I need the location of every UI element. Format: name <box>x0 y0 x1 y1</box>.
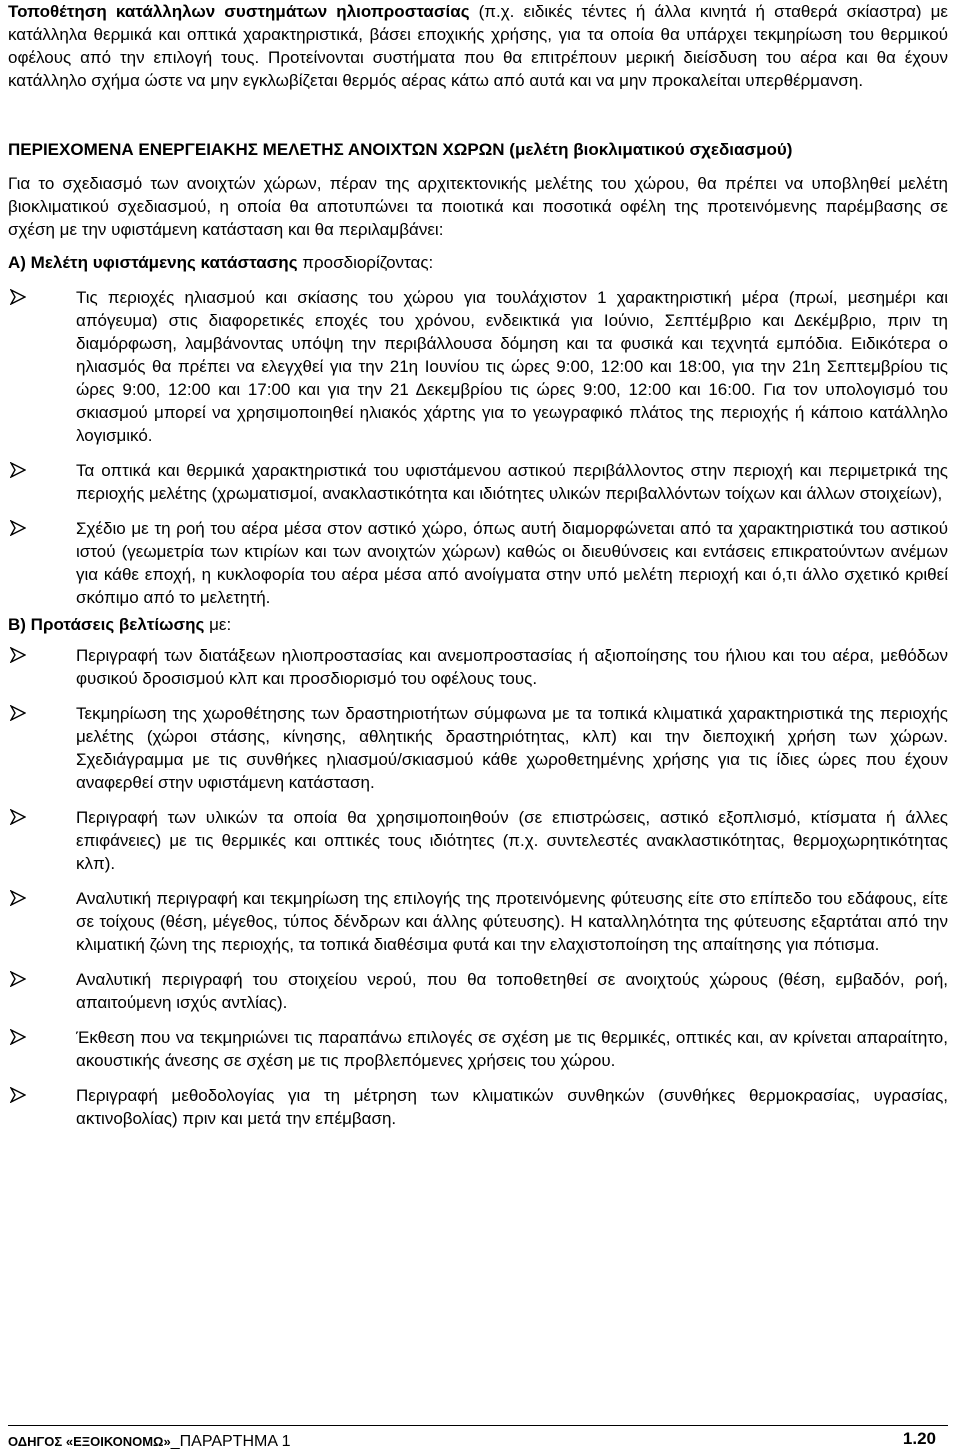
footer-guide-name: ΟΔΗΓΟΣ «ΕΞΟΙΚΟΝΟΜΩ» <box>8 1434 171 1449</box>
arrowhead-bullet-icon <box>10 647 26 663</box>
footer-appendix: _ΠΑΡΑΡΤΗΜΑ 1 <box>170 1433 291 1450</box>
list-item-text: Αναλυτική περιγραφή του στοιχείου νερού, που θα τοποθετηθεί σε ανοιχτούς χώρους (θέση, εμβαδόν, ροή, απαιτούμενη ισχύς αντλίας). <box>76 970 948 1012</box>
arrowhead-bullet-icon <box>10 809 26 825</box>
list-item <box>8 806 948 875</box>
list-item-text: Τις περιοχές ηλιασμού και σκίασης του χώρου για τουλάχιστον 1 χαρακτηριστική μέρα (πρωί, μεσημέρι και απόγευμα) στις διαφορετικές εποχές του χρόνου, ενδεικτικά για Ιούνιο, Σεπτέμβριο και Δεκέμβριο, πριν τη διαμόρφωση, λαμβάνοντας υπόψη την περιβάλλουσα δόμηση και τα φυσικά και τεχνητά εμπόδια. Ειδικότερα ο ηλιασμός θα πρέπει να ελεγχθεί για την 21η Ιουνίου τις ώρες 9:00, 12:00 και 18:00, για την 21η Σεπτεμβρίου τις ώρες 9:00, 12:00 και 17:00 και για την 21 Δεκεμβρίου τις ώρες 9:00, 12:00 και 16:00. Για τον υπολογισμό του σκιασμού μπορεί να χρησιμοποιηθεί ηλιακός χάρτης για το γεωγραφικό πλάτος της περιοχής ή κάποιο κατάλληλο λογισμικό. <box>76 288 948 445</box>
arrowhead-bullet-icon <box>10 520 26 536</box>
list-item <box>8 286 948 447</box>
section-body: Για το σχεδιασμό των ανοιχτών χώρων, πέραν της αρχιτεκτονικής μελέτης του χώρου, θα πρέπει να υποβληθεί μελέτη βιοκλιματικού σχεδιασμού, η οποία θα αποτυπώνει τα ποιοτικά και ποσοτικά οφέλη της προτεινόμενης παρέμβασης σε σχέση με την υφιστάμενη κατάσταση και θα περιλαμβάνει: <box>8 174 948 239</box>
list-item <box>8 968 948 1014</box>
section-title: ΠΕΡΙΕΧΟΜΕΝΑ ΕΝΕΡΓΕΙΑΚΗΣ ΜΕΛΕΤΗΣ ΑΝΟΙΧΤΩΝ ΧΩΡΩΝ (μελέτη βιοκλιματικού σχεδιασμού) <box>8 140 793 159</box>
bullet-list-a <box>8 286 948 609</box>
arrowhead-bullet-icon <box>10 971 26 987</box>
heading-a <box>8 251 948 274</box>
list-item-text: Σχέδιο με τη ροή του αέρα μέσα στον αστικό χώρο, όπως αυτή διαμορφώνεται από τα χαρακτηριστικά του αστικού ιστού (γεωμετρία των κτιρίων και των ανοιχτών χώρων) καθώς οι διευθύνσεις και εντάσεις επικρατούντων ανέμων για κάθε εποχή, η κυκλοφορία του αέρα μέσα από ανοίγματα στην υπό μελέτη περιοχή και ό,τι άλλο σχετικό κριθεί σκόπιμο από το μελετητή. <box>76 519 948 607</box>
list-item-text: Έκθεση που να τεκμηριώνει τις παραπάνω επιλογές σε σχέση με τις θερμικές, οπτικές και, αν κρίνεται απαραίτητο, ακουστικής άνεσης σε σχέση με τις προβλεπόμενες χρήσεις του χώρου. <box>76 1028 948 1070</box>
list-item <box>8 1084 948 1130</box>
list-item-text: Τα οπτικά και θερμικά χαρακτηριστικά του υφιστάμενου αστικού περιβάλλοντος στην περιοχή και περιμετρικά της περιοχής μελέτης (χρωματισμοί, ανακλαστικότητα και ιδιότητες υλικών περιβαλλόντων τοίχων και άλλων στοιχείων), <box>76 461 948 503</box>
page-footer <box>8 1425 948 1456</box>
heading-a-bold: Α) Μελέτη υφιστάμενης κατάστασης <box>8 253 298 272</box>
list-item-text: Τεκμηρίωση της χωροθέτησης των δραστηριοτήτων σύμφωνα με τα τοπικά κλιματικά χαρακτηριστικά της περιοχής μελέτης (χώροι στάσης, κίνησης, αθλητικής δραστηριότητας, κλπ) και την διεποχική χρήση των χώρων. Σχεδιάγραμμα με τις συνθήκες ηλιασμού/σκιασμού κάθε χωροθετημένης χρήσης για τις ίδιες ώρες που έχουν αναφερθεί στην υφιστάμενη κατάσταση. <box>76 704 948 792</box>
list-item <box>8 517 948 609</box>
arrowhead-bullet-icon <box>10 705 26 721</box>
arrowhead-bullet-icon <box>10 1029 26 1045</box>
list-item <box>8 702 948 794</box>
intro-text: (π.χ. ειδικές τέντες ή άλλα κινητά ή σταθερά σκίαστρα) με κατάλληλα θερμικά και οπτικά χαρακτηριστικά, βάσει εποχικής χρήσης, για τα οποία θα υπάρχει τεκμηρίωση του θερμικού οφέλους από την επιλογή τους. Προτείνονται συστήματα που θα επιτρέπουν μερική διείσδυση του αέρα και θα έχουν κατάλληλο σχήμα ώστε να μην εγκλωβίζεται θερμός αέρας κάτω από αυτά και να μην προκαλείται υπερθέρμανση. <box>8 2 948 90</box>
document-page <box>8 0 948 1130</box>
heading-b-rest: με: <box>204 615 232 634</box>
list-item-text: Αναλυτική περιγραφή και τεκμηρίωση της επιλογής της προτεινόμενης φύτευσης είτε στο επίπεδο του εδάφους, είτε σε τοίχους (θέση, μέγεθος, τύπος δένδρων και άλλης φύτευσης). Η καταλληλότητα της φύτευσης εξαρτάται από την κλιματική ζώνη της περιοχής, τα τοπικά διαθέσιμα φυτά και την ελαχιστοποίηση της απαίτησης για πότισμα. <box>76 889 948 954</box>
list-item-text: Περιγραφή των διατάξεων ηλιοπροστασίας και ανεμοπροστασίας ή αξιοποίησης του ήλιου και του αέρα, μεθόδων φυσικού δροσισμού κλπ και προσδιορισμό του οφέλους τους. <box>76 646 948 688</box>
list-item <box>8 644 948 690</box>
list-item <box>8 459 948 505</box>
heading-a-rest: προσδιορίζοντας: <box>297 253 434 272</box>
arrowhead-bullet-icon <box>10 1087 26 1103</box>
page-number: 1.20 <box>902 1429 936 1448</box>
intro-bold-lead: Τοποθέτηση κατάλληλων συστημάτων ηλιοπροστασίας <box>8 2 470 21</box>
list-item-text: Περιγραφή μεθοδολογίας για τη μέτρηση των κλιματικών συνθηκών (συνθήκες θερμοκρασίας, υγρασίας, ακτινοβολίας) πριν και μετά την επέμβαση. <box>76 1086 948 1128</box>
heading-b <box>8 613 948 636</box>
list-item-text: Περιγραφή των υλικών τα οποία θα χρησιμοποιηθούν (σε επιστρώσεις, αστικό εξοπλισμό, κτίσματα ή άλλες επιφάνειες) με τις θερμικές και οπτικές τους ιδιότητες (π.χ. συντελεστές ανακλαστικότητας, θερμοχωρητικότητας κλπ). <box>76 808 948 873</box>
footer-title <box>8 1433 290 1451</box>
arrowhead-bullet-icon <box>10 289 26 305</box>
list-item <box>8 1026 948 1072</box>
arrowhead-bullet-icon <box>10 890 26 906</box>
bullet-list-b <box>8 644 948 1130</box>
heading-b-bold: Β) Προτάσεις βελτίωσης <box>8 615 205 634</box>
intro-paragraph <box>8 0 948 92</box>
list-item <box>8 887 948 956</box>
arrowhead-bullet-icon <box>10 462 26 478</box>
